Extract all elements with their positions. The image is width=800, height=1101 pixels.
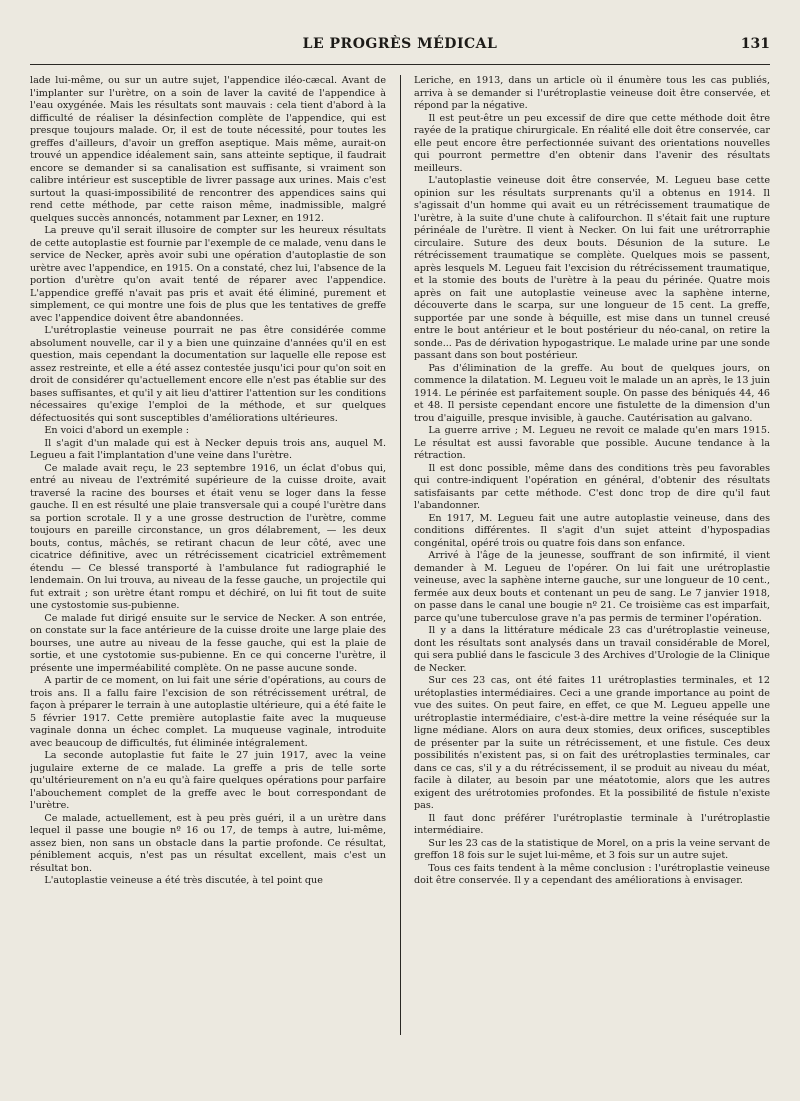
article-columns <box>30 75 770 1075</box>
paragraph: A partir de ce moment, on lui fait une série d'opérations, au cours de trois ans. Il a fallu faire l'excision de son rétrécissement urétral, de façon à préparer le terrain à une autoplastie ultérieure, qui a été faite le 5 février 1917. Cette première autoplastie faite avec la muqueuse vaginale donna un échec complet. La muqueuse vaginale, introduite avec beaucoup de difficultés, fut éliminée intégralement. <box>30 675 386 749</box>
paragraph: lade lui-même, ou sur un autre sujet, l'appendice iléo-cæcal. Avant de l'implanter sur l'urètre, on a soin de laver la cavité de l'appendice à l'eau oxygénée. Mais les résultats sont mauvais : cela tient d'abord à la difficulté de réaliser la désinfection complète de l'appendice, qui est presque toujours malade. Or, il est de toute nécessité, pour toutes les greffes d'ailleurs, d'avoir un greffon aseptique. Mais même, aurait-on trouvé un appendice idéalement sain, sans atteinte septique, il faudrait encore se demander si sa canalisation est suffisante, si vraiment son calibre intérieur est susceptible de livrer passage aux urines. Mais c'est surtout la quasi-impossibilité de rencontrer des appendices sains qui rend cette méthode, par cette raison même, inadmissible, malgré quelques succès annoncés, notamment par Lexner, en 1912. <box>30 75 386 224</box>
paragraph: Leriche, en 1913, dans un article où il énumère tous les cas publiés, arriva à se demander si l'urétroplastie veineuse doit être conservée, et répond par la négative. <box>414 75 770 111</box>
paragraph: Ce malade avait reçu, le 23 septembre 1916, un éclat d'obus qui, entré au niveau de l'extrémité supérieure de la cuisse droite, avait traversé la racine des bourses et était venu se loger dans la fesse gauche. Il en est résulté une plaie transversale qui a coupé l'urètre dans sa portion scrotale. Il y a une grosse destruction de l'urètre, comme toujours en pareille circonstance, un gros délabrement, — les deux bouts, contus, mâchés, se retirant chacun de leur côté, avec une cicatrice définitive, avec un rétrécissement cicatriciel extrêmement étendu — Ce blessé transporté à l'ambulance fut radiographié le lendemain. On lui trouva, au niveau de la fesse gauche, un projectile qui fut extrait ; son urètre étant rompu et déchiré, on lui fit tout de suite une cystostomie sus-pubienne. <box>30 462 386 611</box>
right-column <box>414 75 770 1075</box>
paragraph: Arrivé à l'âge de la jeunesse, souffrant de son infirmité, il vient demander à M. Legueu de l'opérer. On lui fait une urétroplastie veineuse, avec la saphène interne gauche, sur une longueur de 10 cent., fermée aux deux bouts et contenant un peu de sang. Le 7 janvier 1918, on passe dans le canal une bougie nº 21. Ce troisième cas est imparfait, parce qu'une tuberculose grave n'a pas permis de terminer l'opération. <box>414 550 770 624</box>
paragraph: Ce malade fut dirigé ensuite sur le service de Necker. A son entrée, on constate sur la face antérieure de la cuisse droite une large plaie des bourses, une autre au niveau de la fesse gauche, qui est la plaie de sortie, et une cystotomie sus-pubienne. En ce qui concerne l'urètre, il présente une imperméabilité complète. On ne passe aucune sonde. <box>30 612 386 674</box>
paragraph: Pas d'élimination de la greffe. Au bout de quelques jours, on commence la dilatation. M. Legueu voit le malade un an après, le 13 juin 1914. Le périnée est parfaitement souple. On passe des béniqués 44, 46 et 48. Il persiste cependant encore une fistulette de la dimension d'un trou d'aiguille, presque invisible, à gauche. Cautérisation au galvano. <box>414 362 770 424</box>
header-rule <box>30 64 770 65</box>
left-column <box>30 75 386 1075</box>
page-number: 131 <box>740 36 770 52</box>
column-divider <box>400 75 401 1035</box>
paragraph: Il est donc possible, même dans des conditions très peu favorables qui contre-indiquent l'opération en général, d'obtenir des résultats satisfaisants par cette méthode. C'est donc trop de dire qu'il faut l'abandonner. <box>414 462 770 511</box>
paragraph: Sur ces 23 cas, ont été faites 11 urétroplasties terminales, et 12 urétoplasties intermédiaires. Ceci a une grande importance au point de vue des suites. On peut faire, en effet, ce que M. Legueu appelle une urétroplastie intermédiaire, c'est-à-dire mettre la veine réséquée sur la ligne médiane. Alors on aura deux stomies, deux orifices, susceptibles de présenter par la suite un rétrécissement, et une fistule. Ces deux possibilités n'existent pas, si on fait des urétroplasties terminales, car dans ce cas, s'il y a du rétrécissement, il se produit au niveau du méat, facile à dilater, au besoin par une méatotomie, alors que les autres exigent des urétrotomies profondes. Et la possibilité de fistule n'existe pas. <box>414 675 770 811</box>
paragraph: L'autoplastie veineuse doit être conservée, M. Legueu base cette opinion sur les résultats surprenants qu'il a obtenus en 1914. Il s'agissait d'un homme qui avait eu un rétrécissement traumatique de l'urètre, à la suite d'une chute à califourchon. Il s'était fait une rupture périnéale de l'urètre. Il vient à Necker. On lui fait une urétrorraphie circulaire. Suture des deux bouts. Désunion de la suture. Le rétrécissement traumatique se complète. Quelques mois se passent, après lesquels M. Legueu fait l'excision du rétrécissement traumatique, et la stomie des bouts de l'urètre à la peau du périnée. Quatre mois après on fait une autoplastie veineuse avec la saphène interne, découverte dans le scarpa, sur une longueur de 15 cent. La greffe, supportée par une sonde à béquille, est mise dans un tunnel creusé entre le bout antérieur et le bout postérieur du néo-canal, on retire la sonde... Pas de dérivation hypogastrique. Le malade urine par une sonde passant dans son bout postérieur. <box>414 175 770 361</box>
paragraph: Il y a dans la littérature médicale 23 cas d'urétroplastie veineuse, dont les résultats sont analysés dans un travail considérable de Morel, qui sera publié dans le fascicule 3 des Archives d'Urologie de la Clinique de Necker. <box>414 625 770 674</box>
paragraph: Il faut donc préférer l'urétroplastie terminale à l'urétroplastie intermédiaire. <box>414 812 770 836</box>
paragraph: Il est peut-être un peu excessif de dire que cette méthode doit être rayée de la pratique chirurgicale. En réalité elle doit être conservée, car elle peut encore être perfectionnée suivant des orientations nouvelles qui pourront permettre d'en obtenir dans l'avenir des résultats meilleurs. <box>414 112 770 174</box>
paragraph: Tous ces faits tendent à la même conclusion : l'urétroplastie veineuse doit être conservée. Il y a cependant des améliorations à envisager. <box>414 862 770 886</box>
paragraph: Sur les 23 cas de la statistique de Morel, on a pris la veine servant de greffon 18 fois sur le sujet lui-même, et 3 fois sur un autre sujet. <box>414 837 770 861</box>
paragraph: En 1917, M. Legueu fait une autre autoplastie veineuse, dans des conditions différentes. Il s'agit d'un sujet atteint d'hypospadias congénital, opéré trois ou quatre fois dans son enfance. <box>414 512 770 549</box>
paragraph: Il s'agit d'un malade qui est à Necker depuis trois ans, auquel M. Legueu a fait l'implantation d'une veine dans l'urètre. <box>30 437 386 461</box>
paragraph: La guerre arrive ; M. Legueu ne revoit ce malade qu'en mars 1915. Le résultat est aussi favorable que possible. Aucune tendance à la rétraction. <box>414 425 770 461</box>
page-header <box>30 36 770 58</box>
paragraph: La preuve qu'il serait illusoire de compter sur les heureux résultats de cette autoplastie est fournie par l'exemple de ce malade, venu dans le service de Necker, après avoir subi une opération d'autoplastie de son urètre avec l'appendice, en 1915. On a constaté, chez lui, l'absence de la portion d'urètre qu'on avait tenté de réparer avec l'appendice. L'appendice greffé n'avait pas pris et avait été éliminé, purement et simplement, ce qui montre une fois de plus que les tentatives de greffe avec l'appendice doivent être abandonnées. <box>30 225 386 324</box>
paragraph: Ce malade, actuellement, est à peu près guéri, il a un urètre dans lequel il passe une bougie nº 16 ou 17, de temps à autre, lui-même, assez bien, non sans un obstacle dans la partie profonde. Ce résultat, péniblement acquis, n'est pas un résultat excellent, mais c'est un résultat bon. <box>30 812 386 874</box>
paragraph: En voici d'abord un exemple : <box>44 425 190 436</box>
paragraph: L'autoplastie veineuse a été très discutée, à tel point que <box>44 875 323 886</box>
paragraph: La seconde autoplastie fut faite le 27 juin 1917, avec la veine jugulaire externe de ce malade. La greffe a pris de telle sorte qu'ultérieurement on n'a eu qu'à faire quelques opérations pour parfaire l'abouchement complet de la greffe avec le bout correspondant de l'urètre. <box>30 750 386 811</box>
paragraph: L'urétroplastie veineuse pourrait ne pas être considérée comme absolument nouvelle, car il y a bien une quinzaine d'années qu'il en est question, mais cependant la documentation sur laquelle elle repose est assez restreinte, et elle a été assez contestée jusqu'ici pour qu'on soit en droit de considérer qu'actuellement encore elle n'est pas établie sur des bases suffisantes, et qu'il y ait lieu d'attirer l'attention sur les conditions nécessaires qu'exige l'emploi de la méthode, et sur quelques défectuosités qui sont susceptibles d'améliorations ultérieures. <box>30 325 386 424</box>
journal-title: LE PROGRÈS MÉDICAL <box>302 36 498 52</box>
